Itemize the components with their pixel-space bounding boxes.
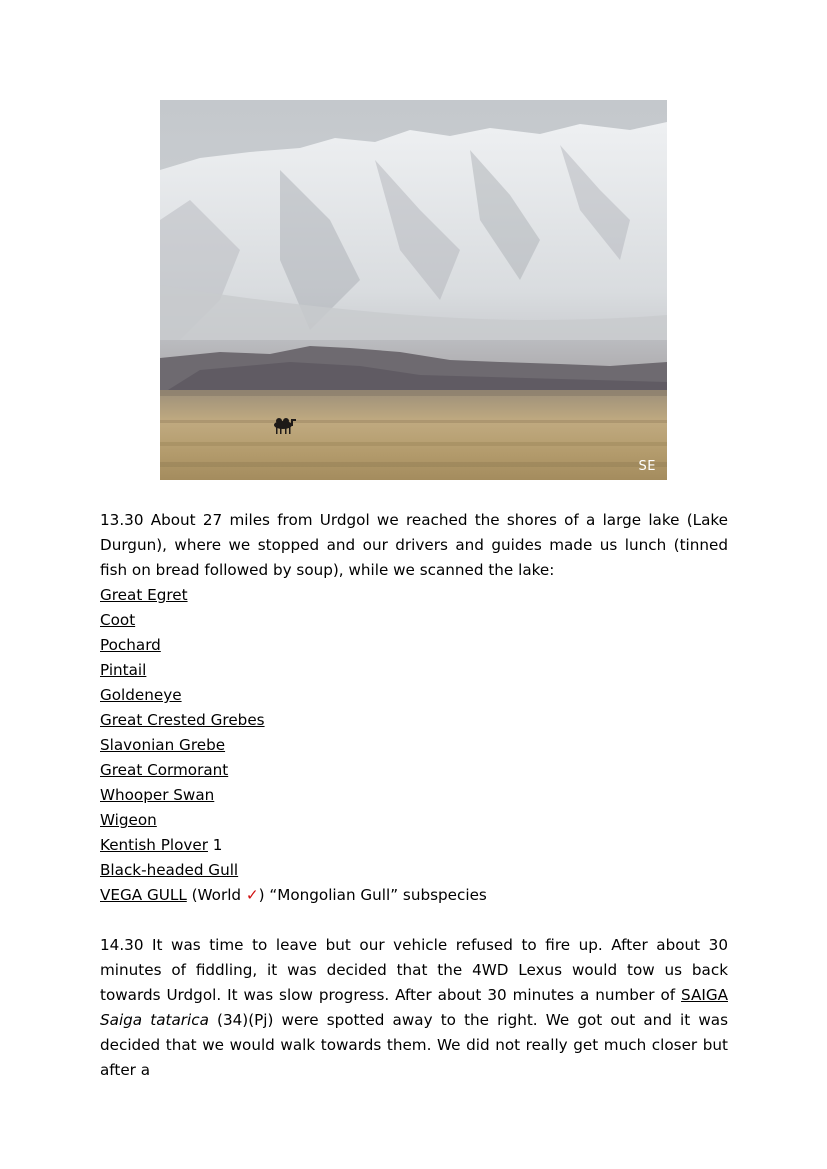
bird-name: Pochard: [100, 636, 161, 654]
list-item: [100, 608, 728, 633]
paragraph-lunch: 13.30 About 27 miles from Urdgol we reached the shores of a large lake (Lake Durgun), where we stopped and our drivers and guides made us lunch (tinned fish on bread followed by soup), while we scanned the lake:: [100, 511, 728, 579]
photo-credit: SE: [638, 459, 656, 474]
bird-name: Kentish Plover: [100, 836, 208, 854]
bird-name: VEGA GULL: [100, 886, 187, 904]
latin-name: Saiga tatarica: [100, 1011, 209, 1029]
list-item: [100, 758, 728, 783]
list-item: [100, 658, 728, 683]
paragraph-tow: 14.30 It was time to leave but our vehicle refused to fire up. After about 30 minutes of fiddling, it was decided that the 4WD Lexus would tow us back towards Urdgol. It was slow progress. After about 30 minutes a number of SAIGA Saiga tatarica (34)(Pj) were spotted away to the right. We got out and it was decided that we would walk towards them. We did not really get much closer but after a: [100, 936, 728, 1079]
body-text: [100, 508, 728, 1083]
list-item: [100, 583, 728, 608]
bird-name: Wigeon: [100, 811, 157, 829]
bird-name: Whooper Swan: [100, 786, 215, 804]
list-item: [100, 858, 728, 883]
list-item: [100, 633, 728, 658]
list-item: [100, 683, 728, 708]
bird-name: Slavonian Grebe: [100, 736, 226, 754]
mountain-steppe-image: [160, 100, 667, 480]
bird-name: Great Crested Grebes: [100, 711, 265, 729]
bird-list: [100, 583, 728, 908]
list-item-vega-gull: VEGA GULL (World ✓) “Mongolian Gull” subspecies: [100, 886, 487, 904]
list-item: [100, 833, 728, 858]
list-item: [100, 808, 728, 833]
bird-name: Pintail: [100, 661, 147, 679]
list-item: [100, 783, 728, 808]
bird-name: Coot: [100, 611, 136, 629]
bird-count: 1: [207, 836, 223, 854]
bird-name: Goldeneye: [100, 686, 182, 704]
bird-name: Black-headed Gull: [100, 861, 239, 879]
list-item: [100, 733, 728, 758]
bird-name: Great Cormorant: [100, 761, 229, 779]
list-item: [100, 708, 728, 733]
bird-name: Great Egret: [100, 586, 188, 604]
landscape-photo: [160, 100, 667, 480]
checkmark-icon: ✓: [245, 886, 259, 904]
species-name: SAIGA: [681, 986, 728, 1004]
